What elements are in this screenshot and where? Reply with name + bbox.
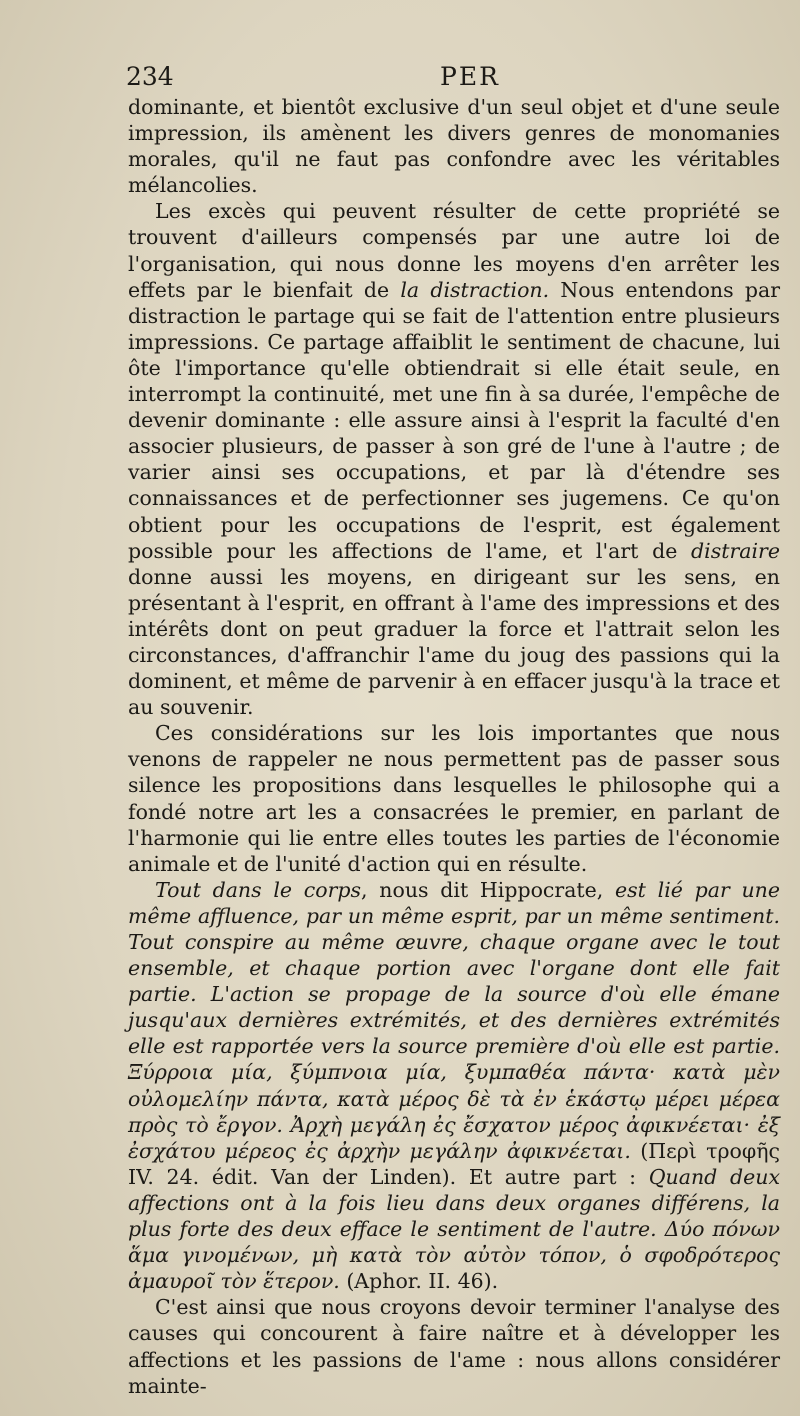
paragraph	[128, 1294, 780, 1398]
greek-quotation: Δύο πόνων ἅμα γινομένων, μὴ κατὰ τὸν αὐτὸν τόπον, ὁ σφοδρότερος ἀμαυροῖ τὸν ἕτερον.	[128, 1217, 780, 1294]
italic-text: Quand deux affections ont à la fois lieu dans deux organes différens, la plus forte des deux efface le sentiment de l'autre.	[128, 1164, 780, 1242]
body-text	[128, 94, 780, 1399]
italic-text: distraire	[691, 538, 780, 563]
text-segment: (Aphor. II. 46).	[339, 1269, 499, 1294]
italic-text: la distraction.	[400, 277, 550, 302]
text-segment: , nous dit Hippocrate,	[361, 877, 616, 902]
page-number: 234	[126, 62, 174, 91]
paragraph	[128, 877, 780, 1295]
page-header	[120, 60, 780, 94]
text-segment: Nous entendons par distraction le partage qui se fait de l'attention entre plusieurs impressions. Ce partage affaiblit le sentiment de chacune, lui ôte l'importance qu'elle obtiendrait si elle était seule, en interrompt la continuité, met une fin à sa durée, l'empêche de devenir dominante : elle assure ainsi à l'esprit la faculté d'en associer plusieurs, de passer à son gré de l'une à l'autre ; de varier ainsi ses occupations, et par là d'étendre ses connaissances et de perfectionner ses jugemens. Ce qu'on obtient pour les occupations de l'esprit, est également possible pour les affections de l'ame, et l'art de	[128, 277, 781, 563]
text-segment: dominante, et bientôt exclusive d'un seul objet et d'une seule impression, ils amènent les divers genres de monomanies morales, qu'il ne faut pas confondre avec les véritables mélancolies.	[128, 95, 780, 198]
italic-text: Tout dans le corps	[155, 877, 362, 902]
text-segment	[657, 1217, 665, 1241]
paragraph	[128, 198, 780, 720]
greek-quotation: Ξύρροια μία, ξύμπνοια μία, ξυμπαθέα πάντα· κατὰ μὲν οὐλομελίην πάντα, κατὰ μέρος δὲ τὰ ἐν ἑκάστῳ μέρει μέρεα πρὸς τὸ ἔργον. Ἀρχὴ μεγάλη ἐς ἔσχατον μέρος ἀφικνέεται· ἐξ ἐσχάτου μέρεος ἐς ἀρχὴν μεγάλην ἀφικνέεται.	[128, 1060, 780, 1163]
text-segment: Les excès qui peuvent résulter de cette propriété se trouvent d'ailleurs compensés par une autre loi de l'organisation, qui nous donne les moyens d'en arrêter les effets par le bienfait de	[128, 199, 780, 302]
paragraph	[128, 94, 780, 198]
italic-text: est lié par une même affluence, par un même esprit, par un même sentiment. Tout conspire au même œuvre, chaque organe avec le tout ensemble, et chaque portion avec l'organe dont elle fait partie. L'action se propage de la source d'où elle émane jusqu'aux dernières extrémités, et des dernières extrémités elle est rapportée vers la source première d'où elle est partie.	[128, 877, 780, 1059]
text-segment: (Περὶ τροφῆς IV. 24. édit. Van der Linden). Et autre part :	[128, 1138, 780, 1189]
running-head: PER	[440, 62, 500, 91]
text-segment: Ces considérations sur les lois importantes que nous venons de rappeler ne nous permettent pas de passer sous silence les propositions dans lesquelles le philosophe qui a fondé notre art les a consacrées le premier, en parlant de l'harmonie qui lie entre elles toutes les parties de l'économie animale et de l'unité d'action qui en résulte.	[128, 721, 780, 876]
paragraph	[128, 720, 780, 877]
text-segment: donne aussi les moyens, en dirigeant sur les sens, en présentant à l'esprit, en offrant à l'ame des impressions et des intérêts dont on peut graduer la force et l'attrait selon les circonstances, d'affranchir l'ame du joug des passions qui la dominent, et même de parvenir à en effacer jusqu'à la trace et au souvenir.	[128, 564, 780, 720]
text-segment: C'est ainsi que nous croyons devoir terminer l'analyse des causes qui concourent à faire naître et à développer les affections et les passions de l'ame : nous allons considérer mainte-	[128, 1295, 780, 1398]
